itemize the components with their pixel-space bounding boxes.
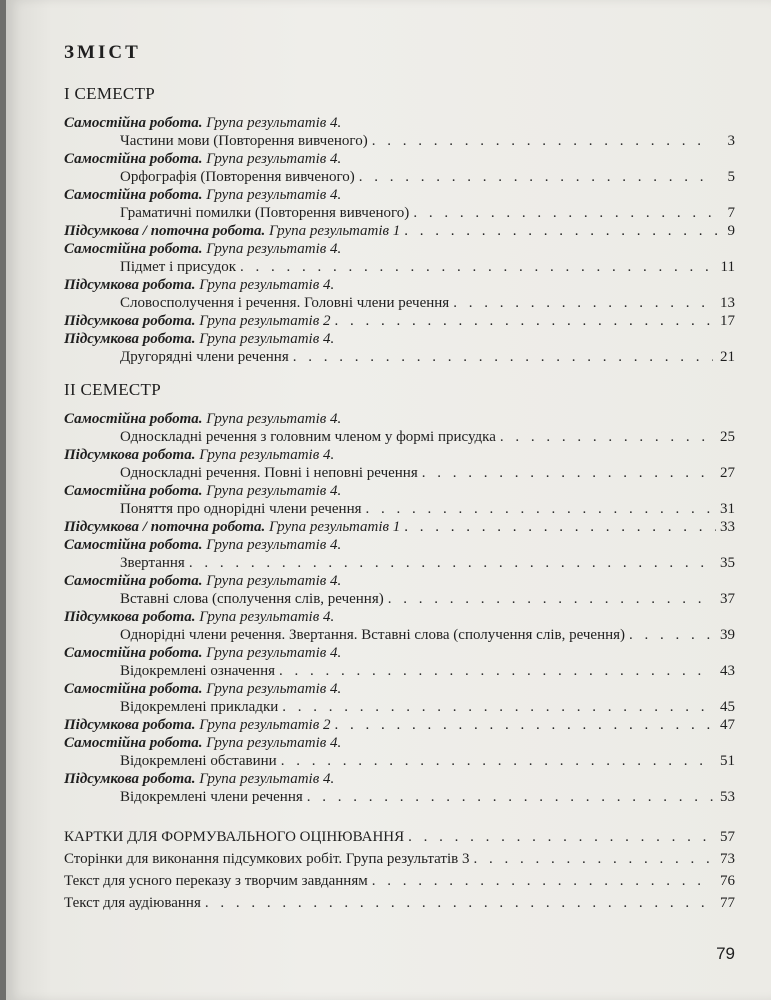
dot-leader [279,662,713,680]
entry-type: Підсумкова робота. [64,771,196,787]
page-ref: 45 [720,699,735,715]
toc-entry-line [64,788,735,806]
dot-leader [500,428,713,446]
entry-type: Самостійна робота. [64,573,203,589]
dot-leader [388,590,713,608]
toc-entry-line [64,662,735,680]
toc-entry [64,644,735,680]
entry-type: Самостійна робота. [64,151,203,167]
toc-entry-line [64,204,735,222]
page-ref: 35 [720,555,735,571]
dot-leader [293,348,713,366]
section-heading-semester-1: І СЕМЕСТР [64,84,156,103]
appendix-line [64,870,735,892]
dot-leader [282,698,713,716]
page-ref: 31 [720,501,735,517]
appendix-title: Текст для усного переказу з творчим завданням [64,873,368,889]
entry-topic: Поняття про однорідні члени речення [120,501,362,517]
page-ref: 7 [727,205,735,221]
dot-leader [334,716,716,734]
entry-topic: Вставні слова (сполучення слів, речення) [120,591,384,607]
entry-group: Група результатів 4. [202,411,342,427]
appendix-line [64,826,735,848]
toc-entry-line [64,294,735,312]
toc-entry-line [64,132,735,150]
entry-topic: Відокремлені прикладки [120,699,279,715]
entry-heading [64,446,735,464]
toc-entry [64,410,735,446]
toc-entry [64,770,735,806]
entry-topic: Підмет і присудок [120,259,236,275]
toc-entry-line [64,464,735,482]
page-ref: 27 [720,465,735,481]
entry-type: Підсумкова / поточна робота. [64,223,266,239]
section-heading-semester-2: ІІ СЕМЕСТР [64,380,161,399]
toc-entry [64,150,735,186]
toc-entry-line [64,716,735,734]
entry-heading [64,410,735,428]
dot-leader [629,626,713,644]
page-ref: 39 [720,627,735,643]
page-ref: 73 [720,851,735,867]
entry-heading [64,680,735,698]
toc-entry [64,330,735,366]
entry-type: Підсумкова / поточна робота. [64,519,266,535]
entry-type: Підсумкова робота. [64,331,196,347]
page-ref: 33 [720,519,735,535]
page-ref: 11 [720,259,735,275]
toc-entry-line [64,348,735,366]
toc-entry-line [64,312,735,330]
entry-type: Підсумкова робота. [64,313,196,329]
entry-type: Підсумкова робота. [64,717,196,733]
entry-type: Самостійна робота. [64,115,203,131]
page-ref: 47 [720,717,735,733]
dot-leader [205,892,713,914]
toc-entry-line [64,590,735,608]
entry-type: Самостійна робота. [64,187,203,203]
page-ref: 53 [720,789,735,805]
toc-entry-line [64,222,735,240]
page-ref: 5 [727,169,735,185]
page-title: ЗМІСТ [64,42,141,63]
entry-heading [64,276,735,294]
toc-entry [64,222,735,240]
entry-group: Група результатів 1 [265,519,401,535]
page-ref: 51 [720,753,735,769]
page-ref: 57 [720,829,735,845]
dot-leader [334,312,716,330]
entry-heading [64,734,735,752]
toc-entry-line [64,428,735,446]
entry-topic: Односкладні речення з головним членом у формі присудка [120,429,496,445]
entry-group: Група результатів 4. [195,277,335,293]
entry-group: Група результатів 4. [202,483,342,499]
page-ref: 21 [720,349,735,365]
page-ref: 13 [720,295,735,311]
toc-entry [64,240,735,276]
entry-group: Група результатів 4. [202,681,342,697]
toc-entry-line [64,168,735,186]
entry-heading [64,482,735,500]
entry-topic: Словосполучення і речення. Головні члени речення [120,295,450,311]
appendix-title: Сторінки для виконання підсумкових робіт. Група результатів 3 [64,851,470,867]
page-ref: 9 [727,223,735,239]
dot-leader [359,168,713,186]
dot-leader [281,752,713,770]
toc-entry [64,518,735,536]
dot-leader [404,222,723,240]
toc-entry-line [64,500,735,518]
toc-entry-line [64,258,735,276]
toc-appendices [64,826,735,914]
dot-leader [372,132,713,150]
entry-group: Група результатів 4. [202,645,342,661]
entry-group: Група результатів 4. [202,115,342,131]
dot-leader [372,870,713,892]
toc-entry-line [64,752,735,770]
entry-heading [64,608,735,626]
entry-heading [64,536,735,554]
dot-leader [404,518,716,536]
dot-leader [408,826,713,848]
toc-entry [64,572,735,608]
entry-group: Група результатів 4. [202,187,342,203]
entry-group: Група результатів 1 [265,223,401,239]
toc-entry [64,680,735,716]
appendix-line [64,892,735,914]
toc-entry-line [64,626,735,644]
entry-type: Підсумкова робота. [64,609,196,625]
entry-group: Група результатів 4. [195,447,335,463]
page-ref: 37 [720,591,735,607]
page-ref: 17 [720,313,735,329]
entry-group: Група результатів 4. [195,771,335,787]
entry-heading [64,330,735,348]
entry-heading [64,150,735,168]
toc-entry-line [64,554,735,572]
entry-heading [64,186,735,204]
entry-group: Група результатів 2 [195,313,331,329]
entry-type: Підсумкова робота. [64,277,196,293]
dot-leader [422,464,713,482]
dot-leader [413,204,713,222]
toc-entry [64,482,735,518]
toc-entry [64,536,735,572]
toc-entry [64,186,735,222]
entry-group: Група результатів 4. [202,735,342,751]
dot-leader [189,554,713,572]
entry-group: Група результатів 4. [202,573,342,589]
entry-topic: Орфографія (Повторення вивченого) [120,169,355,185]
page-ref: 43 [720,663,735,679]
toc-semester-2 [64,410,735,806]
toc-entry-line [64,518,735,536]
entry-heading [64,240,735,258]
entry-type: Самостійна робота. [64,411,203,427]
entry-group: Група результатів 4. [195,331,335,347]
entry-type: Самостійна робота. [64,241,203,257]
dot-leader [307,788,713,806]
toc-entry [64,608,735,644]
entry-topic: Другорядні члени речення [120,349,289,365]
entry-heading [64,114,735,132]
entry-topic: Однорідні члени речення. Звертання. Вставні слова (сполучення слів, речення) [120,627,626,643]
entry-group: Група результатів 4. [202,151,342,167]
entry-topic: Звертання [120,555,185,571]
entry-group: Група результатів 4. [202,537,342,553]
entry-type: Самостійна робота. [64,483,203,499]
page-ref: 25 [720,429,735,445]
page-ref: 3 [727,133,735,149]
entry-topic: Відокремлені члени речення [120,789,303,805]
entry-group: Група результатів 4. [202,241,342,257]
appendix-title: Текст для аудіювання [64,895,201,911]
entry-type: Самостійна робота. [64,645,203,661]
toc-entry [64,276,735,312]
dot-leader [366,500,713,518]
toc-semester-1 [64,114,735,366]
page-number: 79 [716,944,735,963]
entry-topic: Відокремлені означення [120,663,275,679]
page-ref: 76 [720,873,735,889]
entry-type: Самостійна робота. [64,681,203,697]
appendix-line [64,848,735,870]
dot-leader [240,258,713,276]
book-page [6,0,771,1000]
entry-type: Самостійна робота. [64,735,203,751]
toc-entry [64,312,735,330]
toc-entry [64,716,735,734]
entry-topic: Граматичні помилки (Повторення вивченого) [120,205,410,221]
toc-entry [64,734,735,770]
dot-leader [473,848,713,870]
entry-group: Група результатів 4. [195,609,335,625]
entry-type: Підсумкова робота. [64,447,196,463]
page-ref: 77 [720,895,735,911]
dot-leader [453,294,713,312]
toc-entry-line [64,698,735,716]
entry-topic: Частини мови (Повторення вивченого) [120,133,368,149]
entry-heading [64,572,735,590]
entry-topic: Відокремлені обставини [120,753,277,769]
entry-topic: Односкладні речення. Повні і неповні речення [120,465,418,481]
toc-entry [64,446,735,482]
entry-group: Група результатів 2 [195,717,331,733]
entry-heading [64,770,735,788]
appendix-title: КАРТКИ ДЛЯ ФОРМУВАЛЬНОГО ОЦІНЮВАННЯ [64,829,405,845]
entry-heading [64,644,735,662]
entry-type: Самостійна робота. [64,537,203,553]
toc-entry [64,114,735,150]
